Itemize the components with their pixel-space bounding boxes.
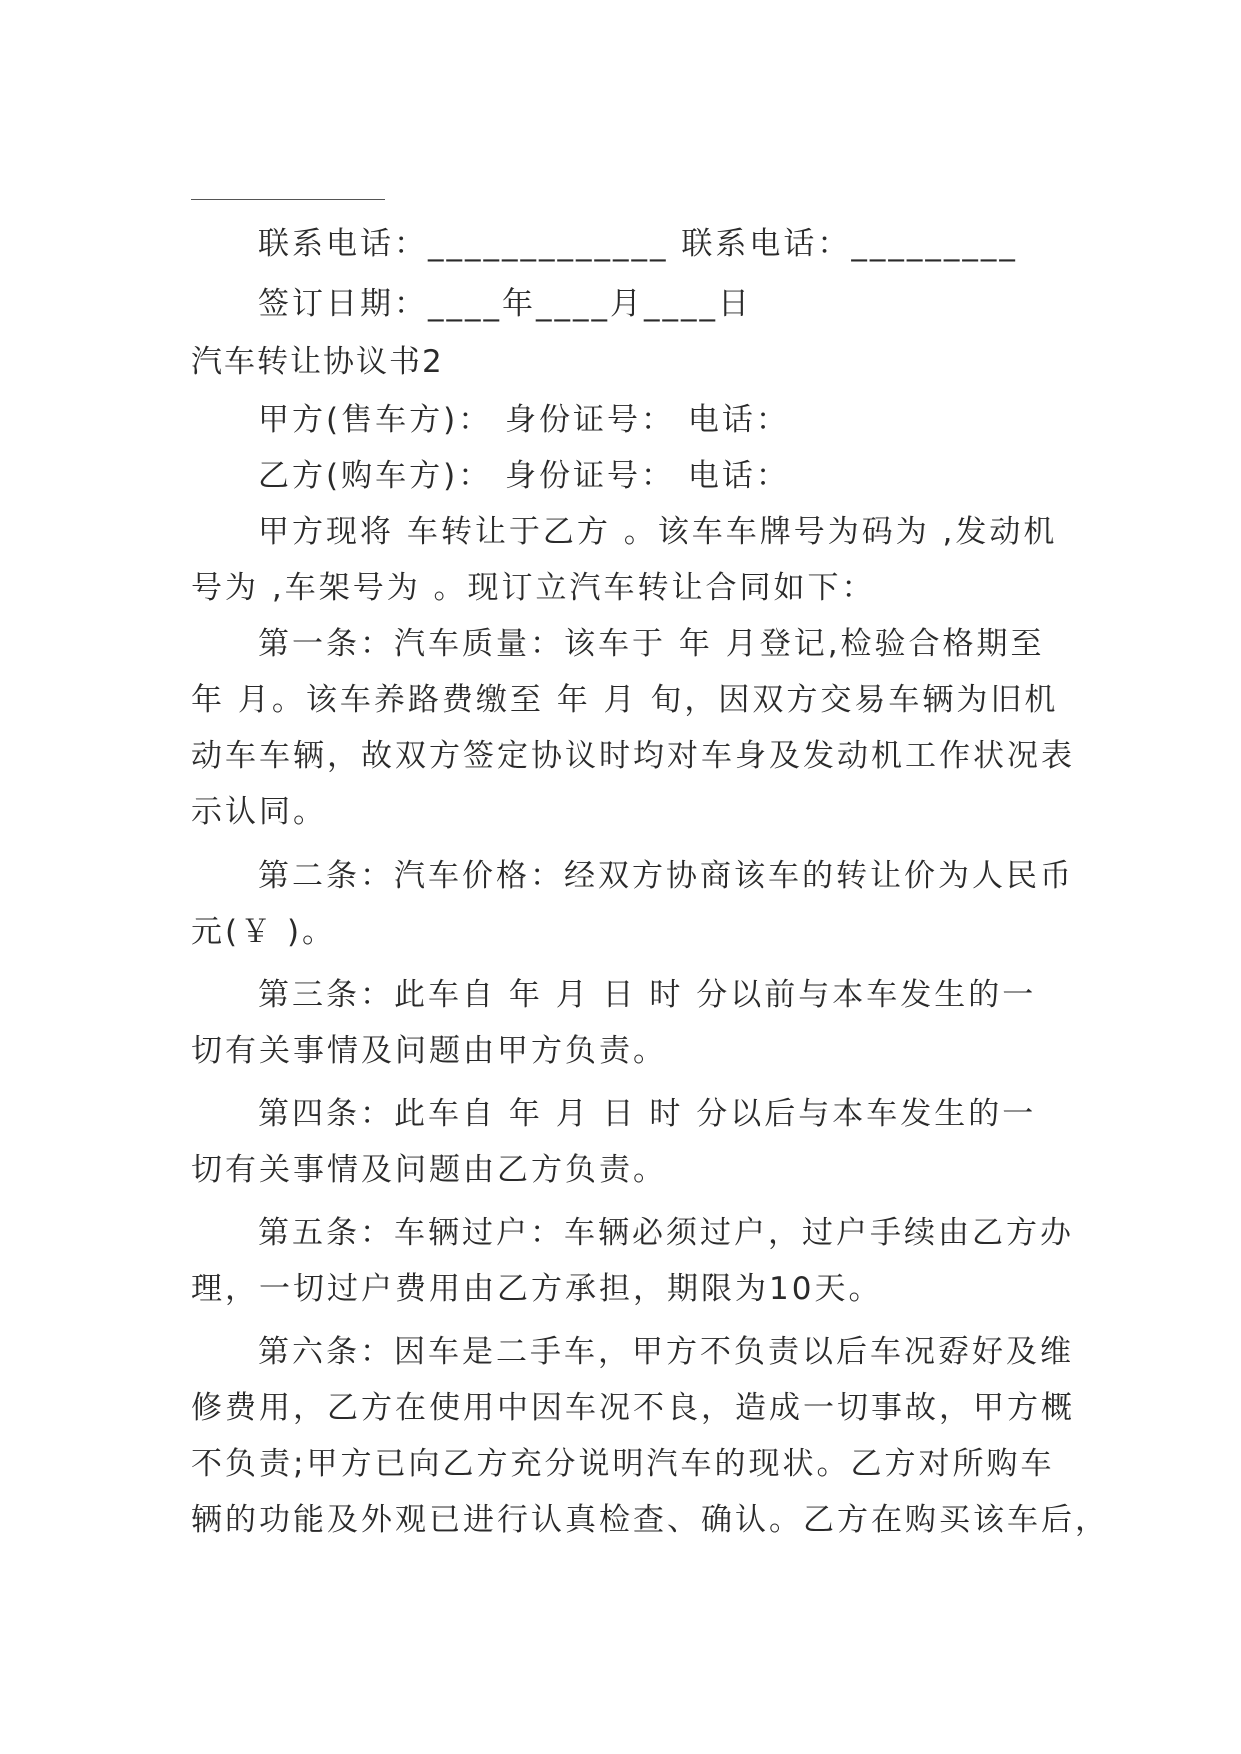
party-a-line: 甲方(售车方)： 身份证号： 电话： [258,402,790,438]
article-3-line: 第三条：此车自 年 月 日 时 分以前与本车发生的一 [258,977,1037,1013]
signature-blank-line [191,199,385,200]
article-2-line: 元(￥ )。 [191,914,337,950]
article-4-line: 第四条：此车自 年 月 日 时 分以后与本车发生的一 [258,1096,1037,1132]
article-6-line: 不负责;甲方已向乙方充分说明汽车的现状。乙方对所购车 [191,1446,1055,1482]
article-1-line: 动车车辆，故双方签定协议时均对车身及发动机工作状况表 [191,738,1075,774]
article-2-line: 第二条：汽车价格：经双方协商该车的转让价为人民币 [258,858,1074,894]
agreement-title: 汽车转让协议书2 [191,344,444,380]
article-1-line: 第一条：汽车质量：该车于 年 月登记,检验合格期至 [258,626,1045,662]
article-3-line: 切有关事情及问题由甲方负责。 [191,1033,667,1069]
article-4-line: 切有关事情及问题由乙方负责。 [191,1152,667,1188]
paragraph-line: 甲方现将 车转让于乙方 。该车车牌号为码为 ,发动机 [258,514,1058,550]
contact-phone-line: 联系电话：_____________ 联系电话：_________ [258,226,1018,262]
article-6-line: 第六条：因车是二手车，甲方不负责以后车况孬好及维 [258,1334,1074,1370]
article-5-line: 理，一切过户费用由乙方承担，期限为10天。 [191,1271,883,1307]
article-6-line: 辆的功能及外观已进行认真检查、确认。乙方在购买该车后， [191,1502,1109,1538]
paragraph-line: 号为 ,车架号为 。现订立汽车转让合同如下： [191,570,876,606]
article-6-line: 修费用，乙方在使用中因车况不良，造成一切事故，甲方概 [191,1390,1075,1426]
signing-date-line: 签订日期：____年____月____日 [258,286,752,322]
article-1-line: 年 月。该车养路费缴至 年 月 旬，因双方交易车辆为旧机 [191,682,1059,718]
article-1-line: 示认同。 [191,794,327,830]
party-b-line: 乙方(购车方)： 身份证号： 电话： [258,458,790,494]
article-5-line: 第五条：车辆过户：车辆必须过户，过户手续由乙方办 [258,1215,1074,1251]
